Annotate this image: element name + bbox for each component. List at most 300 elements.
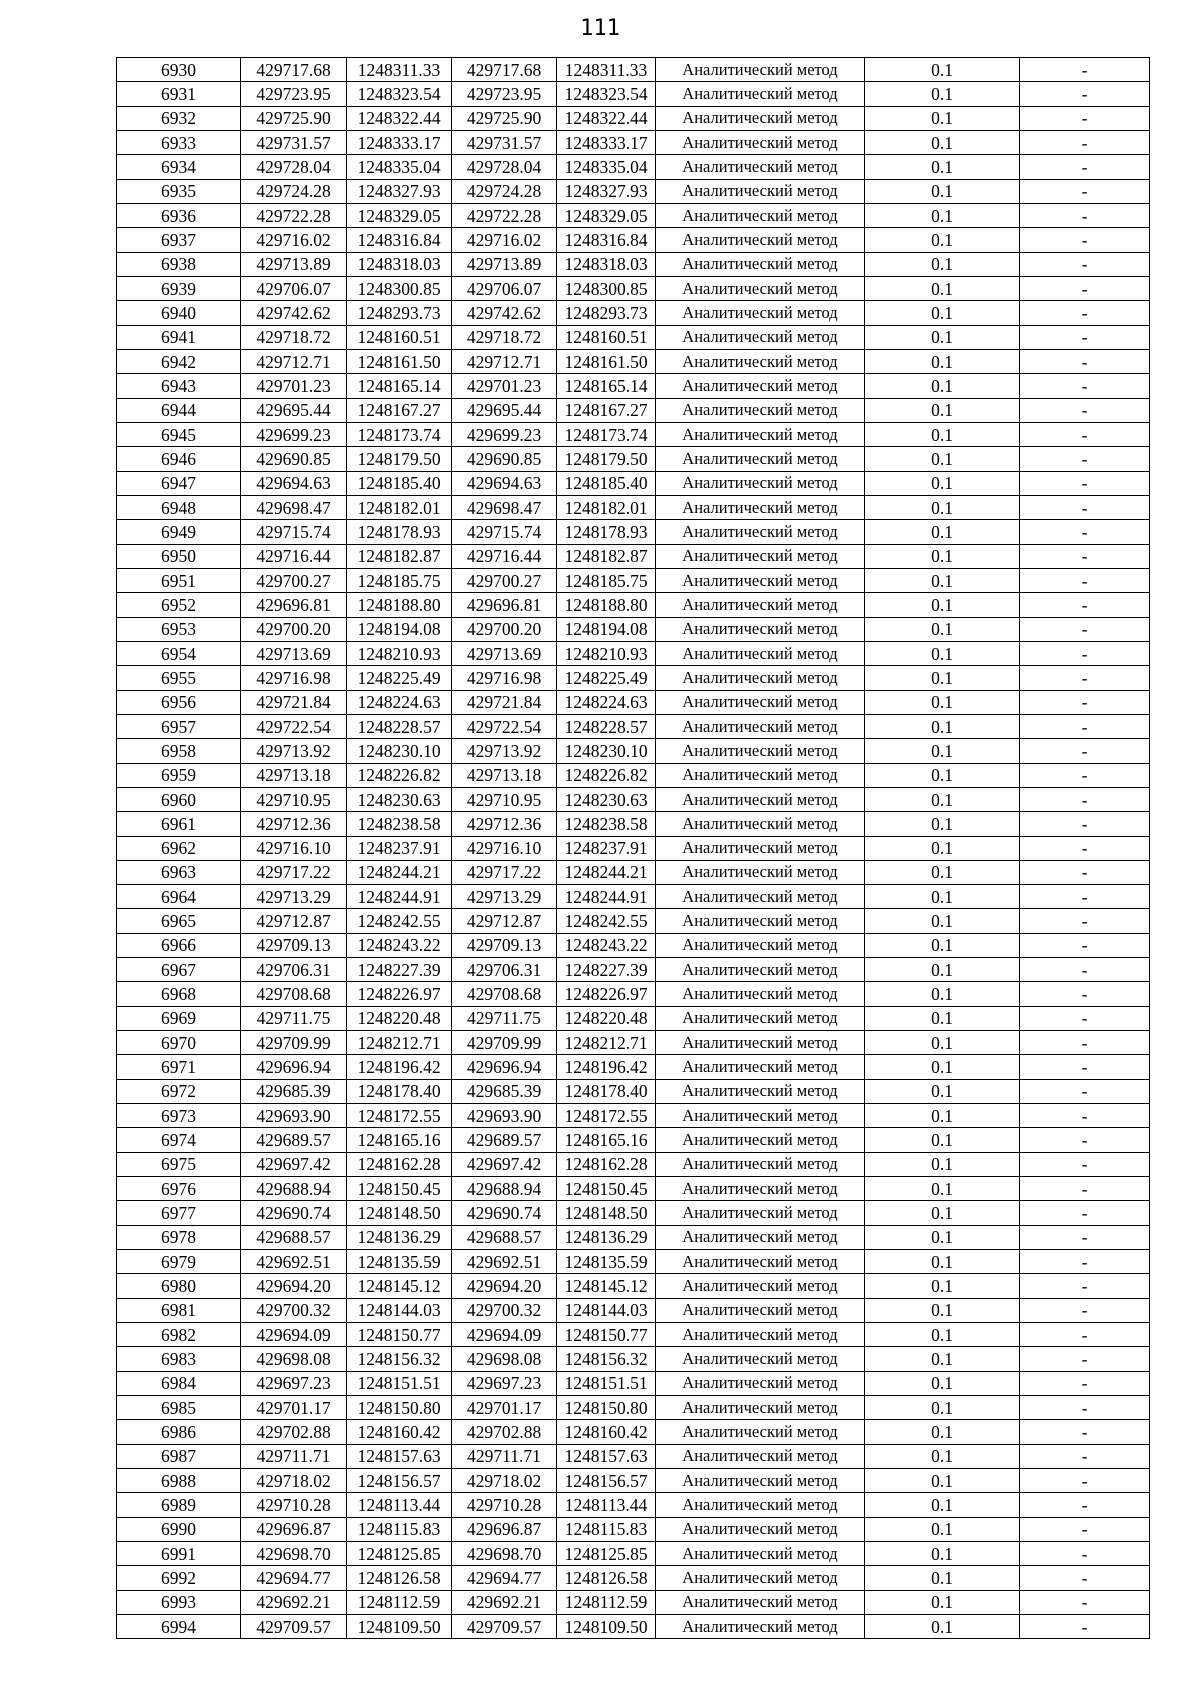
note-cell: - [1020,1104,1150,1128]
method-cell: Аналитический метод [656,301,865,325]
x-coord-cell: 429698.70 [241,1542,347,1566]
note-cell: - [1020,1347,1150,1371]
accuracy-cell: 0.1 [865,1006,1020,1030]
point-number-cell: 6956 [117,690,241,714]
table-row [117,1615,1150,1639]
table-row [117,325,1150,349]
accuracy-cell: 0.1 [865,1128,1020,1152]
method-cell: Аналитический метод [656,1031,865,1055]
x-coord-cell: 429706.31 [241,958,347,982]
note-cell: - [1020,398,1150,422]
note-cell: - [1020,1006,1150,1030]
point-number-cell: 6969 [117,1006,241,1030]
y-coord-cell: 1248151.51 [557,1371,656,1395]
y-coord-cell: 1248226.97 [347,982,452,1006]
table-row [117,739,1150,763]
point-number-cell: 6967 [117,958,241,982]
note-cell: - [1020,1469,1150,1493]
x-coord-cell: 429696.94 [241,1055,347,1079]
x-coord-cell: 429688.57 [241,1225,347,1249]
x-coord-cell: 429731.57 [452,130,557,154]
note-cell: - [1020,982,1150,1006]
x-coord-cell: 429710.95 [452,787,557,811]
point-number-cell: 6966 [117,933,241,957]
y-coord-cell: 1248125.85 [557,1542,656,1566]
note-cell: - [1020,1396,1150,1420]
y-coord-cell: 1248323.54 [557,82,656,106]
x-coord-cell: 429696.81 [241,593,347,617]
y-coord-cell: 1248185.75 [347,568,452,592]
y-coord-cell: 1248136.29 [557,1225,656,1249]
y-coord-cell: 1248165.16 [557,1128,656,1152]
method-cell: Аналитический метод [656,471,865,495]
y-coord-cell: 1248115.83 [557,1517,656,1541]
y-coord-cell: 1248144.03 [557,1298,656,1322]
x-coord-cell: 429700.27 [241,568,347,592]
x-coord-cell: 429725.90 [452,106,557,130]
point-number-cell: 6952 [117,593,241,617]
note-cell: - [1020,714,1150,738]
method-cell: Аналитический метод [656,447,865,471]
accuracy-cell: 0.1 [865,1566,1020,1590]
x-coord-cell: 429712.36 [241,812,347,836]
note-cell: - [1020,1444,1150,1468]
y-coord-cell: 1248237.91 [557,836,656,860]
y-coord-cell: 1248316.84 [557,228,656,252]
table-row [117,958,1150,982]
accuracy-cell: 0.1 [865,520,1020,544]
y-coord-cell: 1248156.57 [347,1469,452,1493]
accuracy-cell: 0.1 [865,276,1020,300]
y-coord-cell: 1248165.16 [347,1128,452,1152]
y-coord-cell: 1248194.08 [557,617,656,641]
x-coord-cell: 429717.68 [452,58,557,82]
y-coord-cell: 1248220.48 [557,1006,656,1030]
accuracy-cell: 0.1 [865,422,1020,446]
x-coord-cell: 429699.23 [452,422,557,446]
y-coord-cell: 1248157.63 [347,1444,452,1468]
table-row [117,1250,1150,1274]
y-coord-cell: 1248109.50 [557,1615,656,1639]
table-row [117,228,1150,252]
x-coord-cell: 429722.54 [452,714,557,738]
table-row [117,1420,1150,1444]
x-coord-cell: 429710.28 [241,1493,347,1517]
y-coord-cell: 1248157.63 [557,1444,656,1468]
y-coord-cell: 1248226.82 [347,763,452,787]
table-row [117,252,1150,276]
x-coord-cell: 429711.71 [452,1444,557,1468]
x-coord-cell: 429689.57 [241,1128,347,1152]
table-row [117,1177,1150,1201]
x-coord-cell: 429742.62 [241,301,347,325]
method-cell: Аналитический метод [656,690,865,714]
y-coord-cell: 1248185.40 [557,471,656,495]
method-cell: Аналитический метод [656,1055,865,1079]
note-cell: - [1020,666,1150,690]
method-cell: Аналитический метод [656,1542,865,1566]
x-coord-cell: 429715.74 [452,520,557,544]
x-coord-cell: 429695.44 [452,398,557,422]
accuracy-cell: 0.1 [865,1323,1020,1347]
y-coord-cell: 1248165.14 [557,374,656,398]
point-number-cell: 6974 [117,1128,241,1152]
point-number-cell: 6994 [117,1615,241,1639]
note-cell: - [1020,885,1150,909]
method-cell: Аналитический метод [656,885,865,909]
method-cell: Аналитический метод [656,422,865,446]
accuracy-cell: 0.1 [865,666,1020,690]
y-coord-cell: 1248185.40 [347,471,452,495]
x-coord-cell: 429696.81 [452,593,557,617]
table-row [117,1055,1150,1079]
method-cell: Аналитический метод [656,58,865,82]
note-cell: - [1020,106,1150,130]
note-cell: - [1020,155,1150,179]
note-cell: - [1020,276,1150,300]
x-coord-cell: 429728.04 [241,155,347,179]
note-cell: - [1020,812,1150,836]
point-number-cell: 6948 [117,495,241,519]
x-coord-cell: 429717.22 [452,860,557,884]
y-coord-cell: 1248311.33 [557,58,656,82]
y-coord-cell: 1248148.50 [347,1201,452,1225]
method-cell: Аналитический метод [656,1517,865,1541]
y-coord-cell: 1248162.28 [347,1152,452,1176]
table-row [117,155,1150,179]
y-coord-cell: 1248178.93 [557,520,656,544]
y-coord-cell: 1248224.63 [557,690,656,714]
accuracy-cell: 0.1 [865,325,1020,349]
accuracy-cell: 0.1 [865,203,1020,227]
accuracy-cell: 0.1 [865,1104,1020,1128]
y-coord-cell: 1248151.51 [347,1371,452,1395]
y-coord-cell: 1248182.87 [347,544,452,568]
x-coord-cell: 429722.54 [241,714,347,738]
method-cell: Аналитический метод [656,1225,865,1249]
table-row [117,1152,1150,1176]
note-cell: - [1020,739,1150,763]
y-coord-cell: 1248335.04 [557,155,656,179]
y-coord-cell: 1248329.05 [557,203,656,227]
table-row [117,1079,1150,1103]
note-cell: - [1020,203,1150,227]
accuracy-cell: 0.1 [865,763,1020,787]
accuracy-cell: 0.1 [865,1371,1020,1395]
note-cell: - [1020,690,1150,714]
y-coord-cell: 1248243.22 [557,933,656,957]
table-row [117,812,1150,836]
table-row [117,909,1150,933]
point-number-cell: 6949 [117,520,241,544]
x-coord-cell: 429685.39 [241,1079,347,1103]
x-coord-cell: 429694.20 [241,1274,347,1298]
method-cell: Аналитический метод [656,568,865,592]
accuracy-cell: 0.1 [865,398,1020,422]
y-coord-cell: 1248160.51 [557,325,656,349]
note-cell: - [1020,1031,1150,1055]
x-coord-cell: 429693.90 [452,1104,557,1128]
table-row [117,1396,1150,1420]
point-number-cell: 6930 [117,58,241,82]
table-row [117,1201,1150,1225]
accuracy-cell: 0.1 [865,593,1020,617]
x-coord-cell: 429716.98 [241,666,347,690]
y-coord-cell: 1248178.40 [347,1079,452,1103]
y-coord-cell: 1248182.01 [557,495,656,519]
method-cell: Аналитический метод [656,228,865,252]
x-coord-cell: 429701.23 [241,374,347,398]
accuracy-cell: 0.1 [865,1177,1020,1201]
x-coord-cell: 429711.75 [241,1006,347,1030]
table-row [117,349,1150,373]
x-coord-cell: 429699.23 [241,422,347,446]
accuracy-cell: 0.1 [865,1615,1020,1639]
x-coord-cell: 429701.17 [241,1396,347,1420]
point-number-cell: 6961 [117,812,241,836]
x-coord-cell: 429723.95 [452,82,557,106]
x-coord-cell: 429712.87 [452,909,557,933]
table-row [117,1274,1150,1298]
y-coord-cell: 1248322.44 [347,106,452,130]
method-cell: Аналитический метод [656,1079,865,1103]
method-cell: Аналитический метод [656,641,865,665]
y-coord-cell: 1248173.74 [557,422,656,446]
y-coord-cell: 1248178.40 [557,1079,656,1103]
point-number-cell: 6976 [117,1177,241,1201]
note-cell: - [1020,1128,1150,1152]
accuracy-cell: 0.1 [865,568,1020,592]
y-coord-cell: 1248225.49 [347,666,452,690]
y-coord-cell: 1248179.50 [347,447,452,471]
method-cell: Аналитический метод [656,982,865,1006]
x-coord-cell: 429685.39 [452,1079,557,1103]
x-coord-cell: 429702.88 [241,1420,347,1444]
x-coord-cell: 429701.23 [452,374,557,398]
method-cell: Аналитический метод [656,1469,865,1493]
accuracy-cell: 0.1 [865,1250,1020,1274]
y-coord-cell: 1248227.39 [347,958,452,982]
point-number-cell: 6970 [117,1031,241,1055]
y-coord-cell: 1248167.27 [557,398,656,422]
note-cell: - [1020,1177,1150,1201]
y-coord-cell: 1248113.44 [347,1493,452,1517]
y-coord-cell: 1248244.21 [347,860,452,884]
point-number-cell: 6954 [117,641,241,665]
accuracy-cell: 0.1 [865,447,1020,471]
point-number-cell: 6946 [117,447,241,471]
table-row [117,1444,1150,1468]
x-coord-cell: 429696.87 [241,1517,347,1541]
accuracy-cell: 0.1 [865,885,1020,909]
x-coord-cell: 429694.09 [241,1323,347,1347]
y-coord-cell: 1248136.29 [347,1225,452,1249]
table-row [117,666,1150,690]
point-number-cell: 6978 [117,1225,241,1249]
note-cell: - [1020,958,1150,982]
x-coord-cell: 429695.44 [241,398,347,422]
x-coord-cell: 429706.07 [452,276,557,300]
x-coord-cell: 429742.62 [452,301,557,325]
accuracy-cell: 0.1 [865,349,1020,373]
note-cell: - [1020,593,1150,617]
note-cell: - [1020,568,1150,592]
table-row [117,982,1150,1006]
x-coord-cell: 429694.77 [452,1566,557,1590]
note-cell: - [1020,1323,1150,1347]
y-coord-cell: 1248210.93 [557,641,656,665]
table-row [117,1128,1150,1152]
x-coord-cell: 429692.51 [452,1250,557,1274]
accuracy-cell: 0.1 [865,471,1020,495]
x-coord-cell: 429716.10 [452,836,557,860]
point-number-cell: 6992 [117,1566,241,1590]
y-coord-cell: 1248335.04 [347,155,452,179]
accuracy-cell: 0.1 [865,958,1020,982]
y-coord-cell: 1248150.80 [557,1396,656,1420]
point-number-cell: 6960 [117,787,241,811]
x-coord-cell: 429700.32 [452,1298,557,1322]
x-coord-cell: 429725.90 [241,106,347,130]
x-coord-cell: 429713.92 [452,739,557,763]
method-cell: Аналитический метод [656,106,865,130]
point-number-cell: 6987 [117,1444,241,1468]
x-coord-cell: 429692.21 [241,1590,347,1614]
y-coord-cell: 1248228.57 [557,714,656,738]
method-cell: Аналитический метод [656,1615,865,1639]
method-cell: Аналитический метод [656,179,865,203]
y-coord-cell: 1248316.84 [347,228,452,252]
y-coord-cell: 1248178.93 [347,520,452,544]
x-coord-cell: 429698.08 [241,1347,347,1371]
y-coord-cell: 1248109.50 [347,1615,452,1639]
method-cell: Аналитический метод [656,398,865,422]
y-coord-cell: 1248150.77 [347,1323,452,1347]
point-number-cell: 6940 [117,301,241,325]
x-coord-cell: 429716.98 [452,666,557,690]
method-cell: Аналитический метод [656,958,865,982]
x-coord-cell: 429711.71 [241,1444,347,1468]
x-coord-cell: 429709.99 [241,1031,347,1055]
x-coord-cell: 429713.18 [452,763,557,787]
method-cell: Аналитический метод [656,1444,865,1468]
note-cell: - [1020,58,1150,82]
table-row [117,82,1150,106]
table-row [117,422,1150,446]
x-coord-cell: 429700.27 [452,568,557,592]
y-coord-cell: 1248238.58 [347,812,452,836]
y-coord-cell: 1248150.77 [557,1323,656,1347]
x-coord-cell: 429712.36 [452,812,557,836]
method-cell: Аналитический метод [656,1566,865,1590]
y-coord-cell: 1248300.85 [347,276,452,300]
method-cell: Аналитический метод [656,1128,865,1152]
accuracy-cell: 0.1 [865,252,1020,276]
x-coord-cell: 429698.47 [452,495,557,519]
y-coord-cell: 1248165.14 [347,374,452,398]
accuracy-cell: 0.1 [865,1201,1020,1225]
table-row [117,301,1150,325]
accuracy-cell: 0.1 [865,82,1020,106]
y-coord-cell: 1248244.91 [557,885,656,909]
note-cell: - [1020,1298,1150,1322]
note-cell: - [1020,1079,1150,1103]
point-number-cell: 6986 [117,1420,241,1444]
x-coord-cell: 429694.63 [452,471,557,495]
point-number-cell: 6963 [117,860,241,884]
y-coord-cell: 1248228.57 [347,714,452,738]
point-number-cell: 6950 [117,544,241,568]
y-coord-cell: 1248237.91 [347,836,452,860]
y-coord-cell: 1248144.03 [347,1298,452,1322]
table-row [117,276,1150,300]
y-coord-cell: 1248327.93 [557,179,656,203]
x-coord-cell: 429700.32 [241,1298,347,1322]
method-cell: Аналитический метод [656,714,865,738]
accuracy-cell: 0.1 [865,1444,1020,1468]
accuracy-cell: 0.1 [865,739,1020,763]
point-number-cell: 6993 [117,1590,241,1614]
accuracy-cell: 0.1 [865,1590,1020,1614]
accuracy-cell: 0.1 [865,1517,1020,1541]
point-number-cell: 6982 [117,1323,241,1347]
note-cell: - [1020,836,1150,860]
point-number-cell: 6981 [117,1298,241,1322]
x-coord-cell: 429718.02 [452,1469,557,1493]
x-coord-cell: 429715.74 [241,520,347,544]
x-coord-cell: 429712.87 [241,909,347,933]
accuracy-cell: 0.1 [865,106,1020,130]
accuracy-cell: 0.1 [865,933,1020,957]
note-cell: - [1020,1225,1150,1249]
method-cell: Аналитический метод [656,933,865,957]
point-number-cell: 6938 [117,252,241,276]
method-cell: Аналитический метод [656,1420,865,1444]
coordinates-table [116,57,1150,1639]
y-coord-cell: 1248333.17 [347,130,452,154]
point-number-cell: 6953 [117,617,241,641]
x-coord-cell: 429693.90 [241,1104,347,1128]
method-cell: Аналитический метод [656,1298,865,1322]
x-coord-cell: 429700.20 [241,617,347,641]
table-row [117,1371,1150,1395]
x-coord-cell: 429721.84 [452,690,557,714]
table-row [117,520,1150,544]
x-coord-cell: 429712.71 [452,349,557,373]
point-number-cell: 6972 [117,1079,241,1103]
y-coord-cell: 1248150.45 [557,1177,656,1201]
note-cell: - [1020,1152,1150,1176]
x-coord-cell: 429692.21 [452,1590,557,1614]
accuracy-cell: 0.1 [865,787,1020,811]
accuracy-cell: 0.1 [865,1225,1020,1249]
y-coord-cell: 1248194.08 [347,617,452,641]
table-row [117,179,1150,203]
x-coord-cell: 429722.28 [241,203,347,227]
x-coord-cell: 429709.57 [241,1615,347,1639]
note-cell: - [1020,1250,1150,1274]
point-number-cell: 6933 [117,130,241,154]
method-cell: Аналитический метод [656,617,865,641]
x-coord-cell: 429694.63 [241,471,347,495]
y-coord-cell: 1248243.22 [347,933,452,957]
y-coord-cell: 1248156.57 [557,1469,656,1493]
x-coord-cell: 429731.57 [241,130,347,154]
note-cell: - [1020,1493,1150,1517]
y-coord-cell: 1248182.01 [347,495,452,519]
y-coord-cell: 1248311.33 [347,58,452,82]
x-coord-cell: 429712.71 [241,349,347,373]
